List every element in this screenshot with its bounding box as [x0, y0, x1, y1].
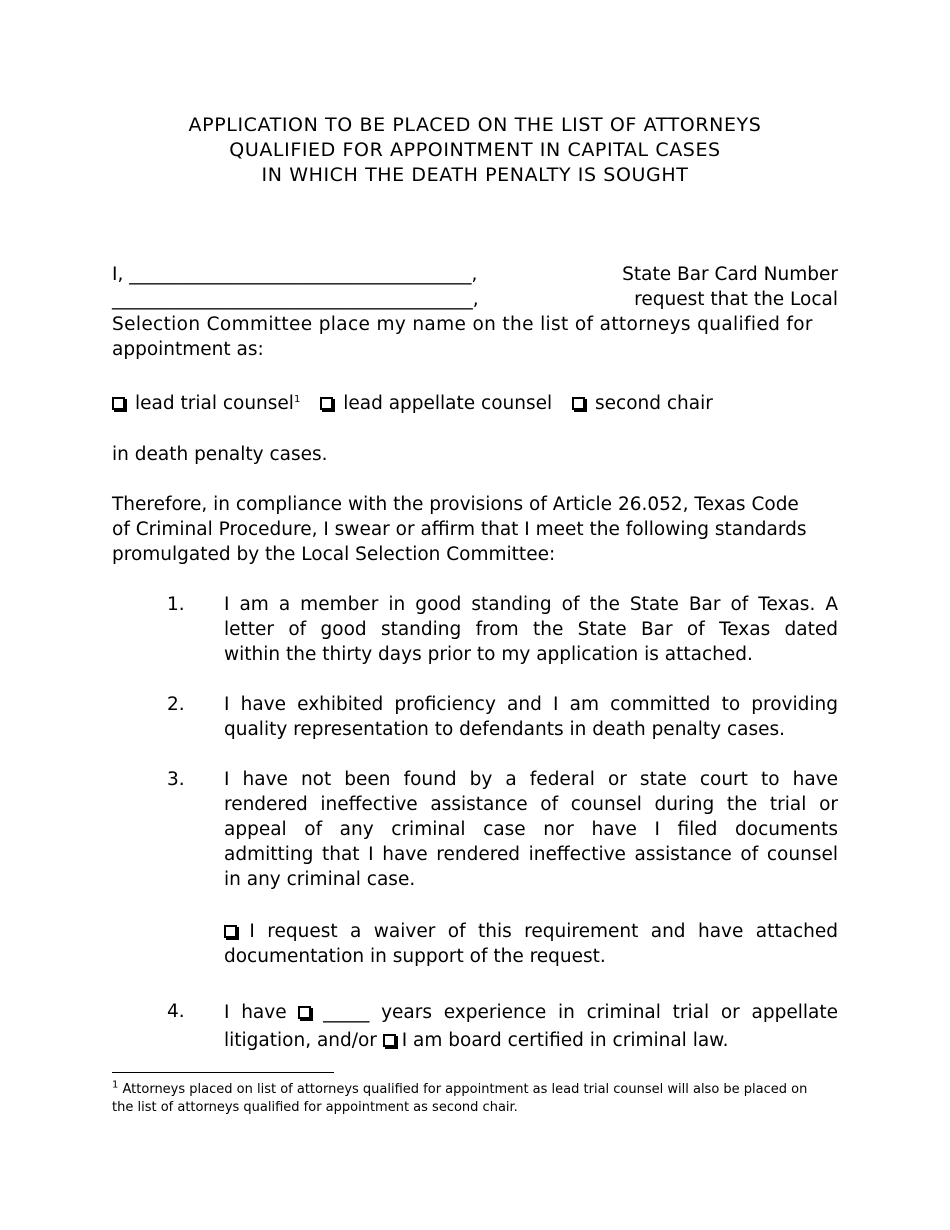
item-1-line-2: letter of good standing from the State Bar of Texas dated	[224, 619, 838, 640]
item-number: 3.	[167, 769, 185, 790]
item-3-line-2: rendered ineffective assistance of counsel during the trial or	[224, 794, 838, 815]
footnote-line-1: Attorneys placed on list of attorneys qualified for appointment as lead trial counsel will also be placed on	[122, 1082, 808, 1097]
therefore-paragraph	[112, 492, 838, 567]
option-second-chair[interactable]	[572, 393, 713, 414]
item-number: 2.	[167, 694, 185, 715]
title-line-1: APPLICATION TO BE PLACED ON THE LIST OF ATTORNEYS	[188, 114, 762, 136]
item-1-line-1: I am a member in good standing of the State Bar of Texas. A	[224, 594, 838, 615]
intro-line-3: Selection Committee place my name on the list of attorneys qualified for	[112, 314, 813, 335]
footnote-line-2: the list of attorneys qualified for appointment as second chair.	[112, 1100, 518, 1115]
item-3-line-3: appeal of any criminal case nor have I filed documents	[224, 819, 838, 840]
footnote	[112, 1081, 838, 1117]
item-4-text-c: litigation, and/or	[224, 1030, 377, 1051]
cases-text: in death penalty cases.	[112, 444, 328, 465]
item-4-text-a: I have	[224, 1002, 287, 1023]
request-text: request that the Local	[634, 289, 838, 310]
lead-trial-checkbox[interactable]	[112, 397, 125, 410]
item-3-line-1: I have not been found by a federal or state court to have	[224, 769, 838, 790]
item-number: 1.	[167, 594, 185, 615]
name-blank-field[interactable]: I, _____________________________________,	[112, 264, 478, 285]
item-2-line-2: quality representation to defendants in death penalty cases.	[224, 719, 786, 740]
intro-line-4: appointment as:	[112, 339, 264, 360]
item-3-line-4: admitting that I have rendered ineffective assistance of counsel	[224, 844, 838, 865]
waiver-request	[224, 919, 838, 969]
board-certified-checkbox[interactable]	[383, 1034, 396, 1047]
waiver-checkbox[interactable]	[224, 925, 237, 938]
bar-card-blank-field[interactable]: _______________________________________,	[112, 289, 479, 310]
item-2-line-1: I have exhibited proficiency and I am committed to providing	[224, 694, 838, 715]
waiver-line-2: documentation in support of the request.	[224, 946, 606, 967]
second-chair-checkbox[interactable]	[572, 397, 585, 410]
lead-appellate-label: lead appellate counsel	[343, 393, 553, 414]
footnote-mark: 1	[112, 1079, 119, 1091]
therefore-line-3: promulgated by the Local Selection Committee:	[112, 544, 556, 565]
title-line-3: IN WHICH THE DEATH PENALTY IS SOUGHT	[261, 164, 689, 186]
item-1-line-3: within the thirty days prior to my application is attached.	[224, 644, 753, 665]
item-3-line-5: in any criminal case.	[224, 869, 416, 890]
option-lead-trial[interactable]	[112, 393, 306, 414]
option-lead-appellate[interactable]	[320, 393, 558, 414]
item-4-text-b: _____ years experience in criminal trial or appellate	[323, 1002, 838, 1023]
intro-paragraph	[112, 262, 838, 362]
lead-appellate-checkbox[interactable]	[320, 397, 333, 410]
experience-checkbox[interactable]	[298, 1006, 311, 1019]
bar-card-label: State Bar Card Number	[622, 264, 838, 285]
lead-trial-label: lead trial counsel	[135, 393, 294, 414]
waiver-line-1: I request a waiver of this requirement and have attached	[249, 921, 838, 942]
therefore-line-2: of Criminal Procedure, I swear or affirm that I meet the following standards	[112, 519, 807, 540]
item-4-text-d: I am board certified in criminal law.	[401, 1030, 729, 1051]
second-chair-label: second chair	[595, 393, 713, 414]
title-line-2: QUALIFIED FOR APPOINTMENT IN CAPITAL CASES	[229, 139, 721, 161]
therefore-line-1: Therefore, in compliance with the provisions of Article 26.052, Texas Code	[112, 494, 799, 515]
footnote-ref: 1	[293, 393, 301, 405]
document-title	[112, 113, 838, 188]
item-number: 4.	[167, 1001, 185, 1022]
footnote-divider	[112, 1072, 334, 1073]
counsel-type-options	[112, 391, 727, 416]
